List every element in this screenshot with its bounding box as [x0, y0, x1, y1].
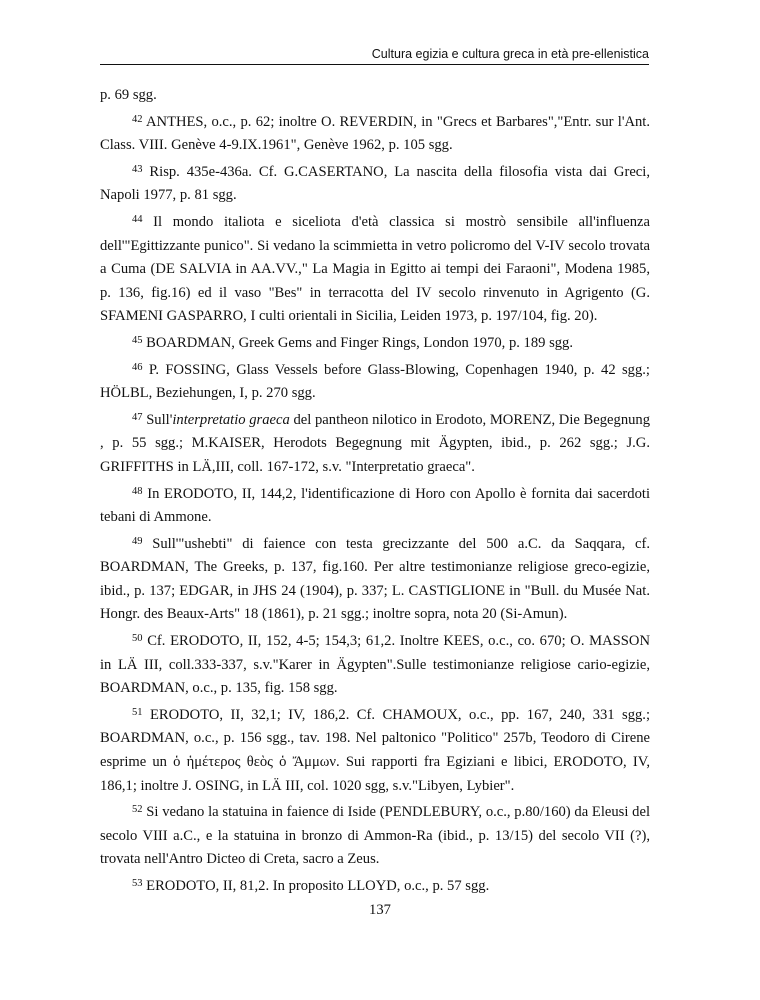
footnote-44 — [100, 208, 650, 329]
footnote-text: Si vedano la statuina in faience di Iside (PENDLEBURY, o.c., p.80/160) da Eleusi del secolo VIII a.C., e la statuina in bronzo di Ammon-Ra (ibid., p. 13/15) del secolo VII (?), trovata nell'Antro Dicteo di Creta, sacro a Zeus. — [100, 804, 650, 868]
footnote-46 — [100, 356, 650, 406]
footnote-number: 53 — [132, 878, 143, 889]
footnote-italic-term: interpretatio graeca — [172, 411, 290, 428]
footnote-52 — [100, 798, 650, 872]
page-number: 137 — [369, 902, 391, 918]
footnote-text: ANTHES, o.c., p. 62; inoltre O. REVERDIN, in "Grecs et Barbares","Entr. sur l'Ant. Class. VIII. Genève 4-9.IX.1961", Genève 1962, p. 105 sgg. — [100, 113, 650, 154]
footnote-43 — [100, 158, 650, 208]
footnotes-block — [100, 84, 650, 899]
footnote-text: P. FOSSING, Glass Vessels before Glass-Blowing, Copenhagen 1940, p. 42 sgg.; HÖLBL, Beziehungen, I, p. 270 sgg. — [100, 361, 650, 402]
footnote-number: 52 — [132, 804, 143, 816]
footnote-47 — [100, 406, 650, 480]
footnote-45 — [100, 329, 650, 356]
footnote-text: del pantheon nilotico in Erodoto, MORENZ, Die Begegnung , p. 55 sgg.; M.KAISER, Herodots Begegnung mit Ägypten, ibid., p. 262 sgg.; J.G. GRIFFITHS in LÄ,III, coll. 167-172, s.v. "Interpretatio graeca". — [100, 411, 651, 475]
footnote-number: 48 — [132, 485, 143, 497]
footnote-number: 51 — [132, 706, 143, 718]
footnote-51 — [100, 701, 650, 798]
footnote-text: In ERODOTO, II, 144,2, l'identificazione di Horo con Apollo è fornita dai sacerdoti tebani di Ammone. — [100, 485, 650, 526]
footnote-text: ERODOTO, II, 81,2. In proposito LLOYD, o.c., p. 57 sgg. — [146, 878, 490, 894]
footnote-text: BOARDMAN, Greek Gems and Finger Rings, London 1970, p. 189 sgg. — [146, 334, 574, 351]
footnote-text: Risp. 435e-436a. Cf. G.CASERTANO, La nascita della filosofia vista dai Greci, Napoli 1977, p. 81 sgg. — [100, 163, 650, 204]
footnote-text-pre: Sull' — [146, 411, 173, 428]
footnote-text: Sull'"ushebti" di faience con testa grecizzante del 500 a.C. da Saqqara, cf. BOARDMAN, The Greeks, p. 137, fig.160. Per altre testimonianze religiose greco-egizie, ibid., p. 137; EDGAR, in JHS 24 (1904), p. 337; L. CASTIGLIONE in "Bull. du Musée Nat. Hongr. des Beaux-Arts" 18 (1861), p. 21 sgg.; inoltre sopra, nota 20 (Si-Amun). — [100, 535, 650, 623]
footnote-text: ERODOTO, II, 32,1; IV, 186,2. Cf. CHAMOUX, o.c., pp. 167, 240, 331 sgg.; BOARDMAN, o.c., p. 156 sgg., tav. 198. Nel paltonico "Politico" 257b, Teodoro di Cirene esprime un ὁ ἡμέτερος θεὸς ὁ Ἄμμων. Sui rapporti fra Egiziani e libici, ERODOTO, IV, 186,1; inoltre J. OSING, in LÄ III, col. 1020 sgg, s.v."Libyen, Lybier". — [100, 706, 650, 794]
footnote-number: 50 — [132, 633, 143, 645]
footnote-number: 42 — [132, 113, 143, 125]
footnote-number: 45 — [132, 334, 143, 346]
footnote-number: 44 — [132, 213, 143, 225]
footnote-50 — [100, 627, 650, 701]
running-title: Cultura egizia e cultura greca in età pre-ellenistica — [371, 47, 649, 61]
footnote-number: 47 — [132, 411, 143, 423]
footnote-53 — [100, 872, 650, 899]
footnote-42 — [100, 108, 650, 158]
footnote-49 — [100, 530, 650, 627]
footnote-text: Cf. ERODOTO, II, 152, 4-5; 154,3; 61,2. Inoltre KEES, o.c., co. 670; O. MASSON in LÄ III, coll.333-337, s.v."Karer in Ägypten".Sulle testimonianze religiose cario-egizie, BOARDMAN, o.c., p. 135, fig. 158 sgg. — [100, 633, 650, 697]
footnote-number: 46 — [132, 361, 143, 373]
footnote-continuation: p. 69 sgg. — [100, 87, 157, 103]
footnote-number: 49 — [132, 535, 143, 547]
footnote-number: 43 — [132, 163, 143, 175]
header-rule — [100, 64, 649, 65]
footnote-text: Il mondo italiota e siceliota d'età classica si mostrò sensibile all'influenza dell'"Egittizzante punico". Si vedano la scimmietta in vetro policromo del V-IV secolo trovata a Cuma (DE SALVIA in AA.VV.," La Magia in Egitto ai tempi dei Faraoni", Modena 1985, p. 136, fig.16) ed il vaso "Bes" in terracotta del IV secolo rinvenuto in Agrigento (G. SFAMENI GASPARRO, I culti orientali in Sicilia, Leiden 1973, p. 197/104, fig. 20). — [100, 213, 651, 325]
footnote-48 — [100, 480, 650, 530]
